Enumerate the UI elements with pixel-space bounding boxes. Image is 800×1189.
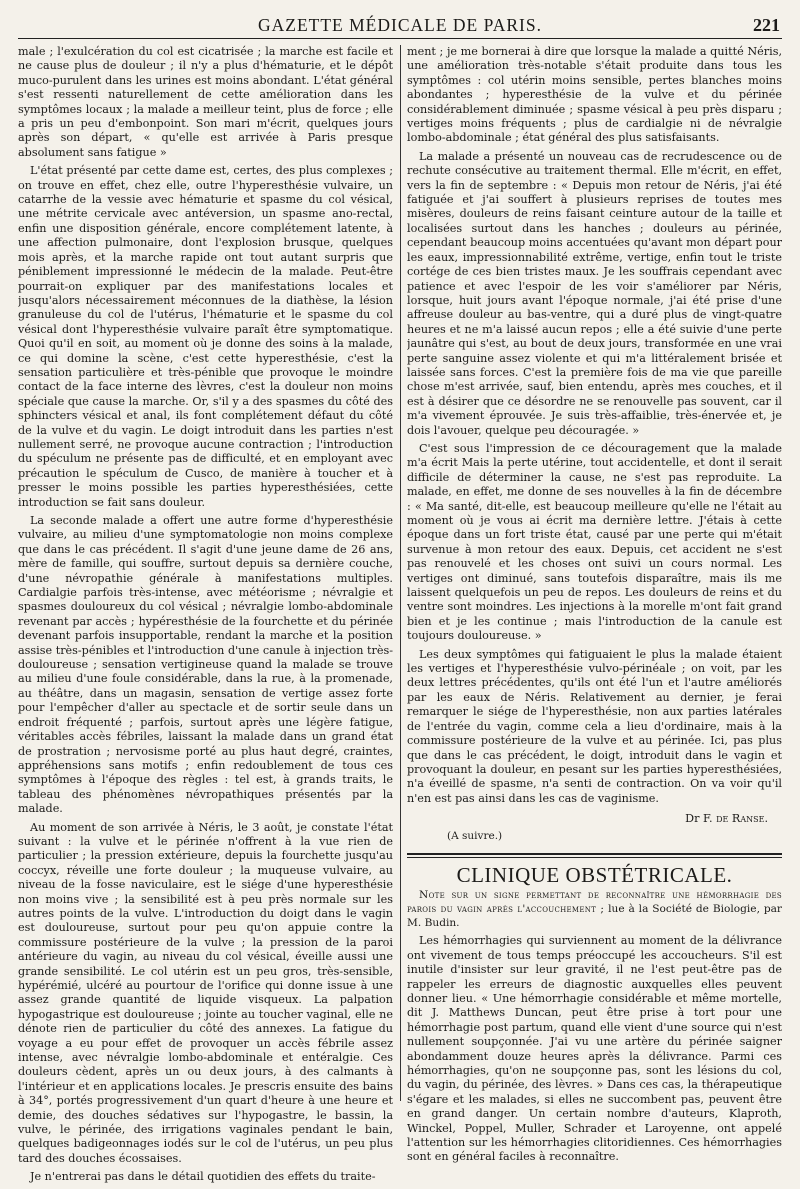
paragraph: Au moment de son arrivée à Néris, le 3 août, je constate l'état suivant : la vulve et le périnée n'offrent à la vue rien de particulier ; la pression extérieure, depuis la fourchette jusqu'au coccyx, réveille une forte douleur ; la muqueuse vulvaire, au niveau de la fosse naviculaire, est le siége d'une hyperesthésie non moins vive ; la sensibilité est à peu près normale sur les autres points de la vulve. L'introduction du doigt dans le vagin est douloureuse, surtout pour peu qu'on appuie contre la commissure postérieure de la vulve ; la pression de la paroi antérieure du vagin, au niveau du col vésical, éveille aussi une grande sensibilité. Le col utérin est un peu gros, très-sensible, hypérémié, ulcéré au pourtour de l'orifice qui donne issue à une assez grande quantité de liquide visqueux. La palpation hypogastrique est douloureuse ; jointe au toucher vaginal, elle ne dénote rien de particulier du côté des annexes. La fatigue du voyage a eu pour effet de provoquer un accès fébrile assez intense, avec névralgie lombo-abdominale et entéralgie. Ces douleurs cèdent, après un ou deux jours, à des calmants à l'intérieur et en applications locales. Je prescris ensuite des bains à 34°, portés progressivement d'un quart d'heure à une heure et demie, des douches sédatives sur l'hypogastre, le bassin, la vulve, le périnée, des irrigations vaginales pendant le bain, quelques badigeonnages iodés sur le col de l'utérus, un peu plus tard des douches écossaises. bbox=[18, 820, 393, 1165]
paragraph: Les hémorrhagies qui surviennent au moment de la délivrance ont vivement de tous temps préoccupé les accoucheurs. S'il est inutile d'insister sur leur gravité, il ne l'est peut-être pas de rappeler les erreurs de diagnostic auxquelles elles peuvent donner lieu. « Une hémorrhagie considérable et même mortelle, dit J. Matthews Duncan, peut être prise à tort pour une hémorrhagie post partum, quand elle vient d'une source qui n'est nullement soupçonnée. J'ai vu une artère du périnée saigner abondamment douze heures après la délivrance. Parmi ces hémorrhagies, qu'on ne soupçonne pas, sont les lésions du col, du vagin, du périnée, des lèvres. » Dans ces cas, la thérapeutique s'égare et les malades, si elles ne succombent pas, peuvent être en grand danger. Un certain nombre d'auteurs, Klaproth, Winckel, Poppel, Muller, Schrader et Laroyenne, ont appelé l'attention sur les hémorrhagies clitoridiennes. Ces hémorrhagies sont en général faciles à reconnaître. bbox=[407, 934, 782, 1164]
column-divider bbox=[400, 45, 401, 1101]
paragraph: Je n'entrerai pas dans le détail quotidien des effets du traite- bbox=[30, 1170, 376, 1184]
paragraph: Les deux symptômes qui fatiguaient le plus la malade étaient les vertiges et l'hyperesthésie vulvo-périnéale ; on voit, par les deux lettres précédentes, qu'ils ont été l'un et l'autre améliorés par les eaux de Néris. Relativement au dernier, je ferai remarquer le siége de l'hyperesthésie, non aux parties latérales de l'entrée du vagin, comme cela a lieu d'ordinaire, mais à la commissure postérieure de la vulve et au périnée. Ici, pas plus que dans le cas précédent, le doigt, introduit dans le vagin et provoquant la douleur, en pesant sur les parties hyperesthésiées, n'a éveillé de spasme, n'a senti de contraction. On va voir qu'il n'en est pas ainsi dans les cas de vaginisme. bbox=[407, 647, 782, 805]
page-header bbox=[18, 12, 782, 39]
article-subheading bbox=[407, 888, 782, 930]
signature-name: de Ranse. bbox=[716, 812, 768, 826]
right-column bbox=[407, 45, 782, 1189]
paragraph: C'est sous l'impression de ce découragement que la malade m'a écrit Mais la perte utérine, tout accidentelle, et dont il serait difficile de déterminer la cause, ne s'est pas reproduite. La malade, en effet, me donne de ses nouvelles à la fin de décembre : « Ma santé, dit-elle, est beaucoup meilleure qu'elle ne l'était au moment où je vous ai écrit ma dernière lettre. J'étais à cette époque dans un fort triste état, causé par une perte qui m'était survenue à mon retour des eaux. Depuis, cet accident ne s'est pas renouvelé et les choses ont suivi un cours normal. Les vertiges ont diminué, sans toutefois disparaître, mais ils me laissent quelquefois un peu de repos. Les douleurs de reins et du ventre sont moindres. Les injections à la morelle m'ont fait grand bien et je les continue ; mais l'introduction de la canule est toujours douloureuse. » bbox=[407, 441, 782, 643]
section-rule bbox=[407, 853, 782, 858]
paragraph: La malade a présenté un nouveau cas de recrudescence ou de rechute consécutive au traitement thermal. Elle m'écrit, en effet, vers la fin de septembre : « Depuis mon retour de Néris, j'ai été fatiguée et j'ai souffert à plusieurs reprises de toutes mes misères, douleurs de reins faisant ceinture autour de la taille et localisées surtout dans les hanches ; douleurs au périnée, cependant beaucoup moins accentuées qu'avant mon départ pour les eaux, impressionnabilité extrême, vertige, enfin tout le triste cortége de ces bien tristes maux. Je les souffrais cependant avec patience et avec l'espoir de les voir s'améliorer par Néris, lorsque, huit jours avant l'époque normale, j'ai été prise d'une affreuse douleur au bas-ventre, qui a duré plus de vingt-quatre heures et ne m'a laissé aucun repos ; elle a été suivie d'une perte jaunâtre qui s'est, au bout de deux jours, transformée en une vrai perte sanguine assez violente et qui m'a littéralement brisée et laissée sans forces. C'est la première fois de ma vie que pareille chose m'est arrivée, sauf, bien entendu, après mes couches, et il est à désirer que ce désordre ne se renouvelle pas souvent, car il m'a vivement éprouvée. Je suis très-affaiblie, très-énervée et, je dois l'avouer, quelque peu découragée. » bbox=[407, 149, 782, 437]
two-column-body bbox=[18, 45, 782, 1189]
signature-prefix: Dr F. bbox=[685, 812, 713, 826]
left-column bbox=[18, 45, 393, 1189]
note-heading: Note sur un signe permettant de reconnaître une hémorrhagie des parois du vagin après l'accouchement ; bbox=[407, 889, 782, 916]
author-signature bbox=[407, 812, 768, 826]
section-title: CLINIQUE OBSTÉTRICALE. bbox=[456, 862, 733, 887]
paragraph: L'état présenté par cette dame est, certes, des plus complexes ; on trouve en effet, chez elle, outre l'hyperesthésie vulvaire, un catarrhe de la vessie avec hématurie et spasme du col vésical, une métrite cervicale avec antéversion, un spasme ano-rectal, enfin une disposition générale, encore complétement latente, à une affection pulmonaire, dont l'explosion brusque, quelques mois après, et la marche rapide ont tout autant surpris que péniblement impressionné le médecin de la malade. Peut-être pourrait-on expliquer par des manifestations locales et jusqu'alors nécessairement méconnues de la diathèse, la lésion granuleuse du col de l'utérus, l'hématurie et le spasme du col vésical dont l'hyperesthésie vulvaire paraît être symptomatique. Quoi qu'il en soit, au moment où je donne des soins à la malade, ce qui domine la scène, c'est cette hyperesthésie, c'est la sensation particulière et très-pénible que provoque le moindre contact de la face interne des lèvres, c'est la douleur non moins spéciale que cause la marche. Or, s'il y a des spasmes du côté des sphincters vésical et anal, ils font complétement défaut du côté de la vulve et du vagin. Le doigt introduit dans les parties n'est nullement serré, ne provoque aucune contraction ; l'introduction du spéculum ne présente pas de difficulté, et en employant avec précaution le spéculum de Cusco, de manière à toucher et à presser le moins possible les parties hyperesthésiées, cette introduction se fait sans douleur. bbox=[18, 164, 393, 509]
page-number: 221 bbox=[753, 15, 780, 35]
note-tail: lue à la Société de Biologie, par M. Budin. bbox=[407, 903, 782, 930]
paragraph: La seconde malade a offert une autre forme d'hyperesthésie vulvaire, au milieu d'une symptomatologie non moins complexe que dans le cas précédent. Il s'agit d'une jeune dame de 26 ans, mère de famille, qui souffre, surtout depuis sa dernière couche, d'une névropathie générale à manifestations multiples. Cardialgie parfois très-intense, avec météorisme ; névralgie et spasmes douloureux du col vésical ; névralgie lombo-abdominale revenant par accès ; hypéresthésie de la fourchette et du périnée devenant parfois insupportable, rendant la marche et la position assise très-pénibles et l'introduction d'une canule à injection très-douloureuse ; sensation vertigineuse quand la malade se trouve au milieu d'une foule considérable, dans la rue, à la promenade, au théâtre, dans un magasin, sensation de vertige assez forte pour l'empêcher d'aller au spectacle et de sortir seule dans un endroit fréquenté ; parfois, surtout après une légère fatigue, véritables accès fébriles, laissant la malade dans un grand état de prostration ; nervosisme porté au plus haut degré, craintes, appréhensions sans motifs ; enfin redoublement de tous ces symptômes à l'époque des règles : tel est, à grands traits, le tableau des phénomènes névropathiques présentés par la malade. bbox=[18, 514, 393, 816]
paragraph: ment ; je me bornerai à dire que lorsque la malade a quitté Néris, une amélioration très-notable s'était produite dans tous les symptômes : col utérin moins sensible, pertes blanches moins abondantes ; hyperesthésie de la vulve et du périnée considérablement diminuée ; spasme vésical à peu près disparu ; vertiges moins fréquents ; plus de cardialgie ni de névralgie lombo-abdominale ; état général des plus satisfaisants. bbox=[407, 45, 782, 145]
paragraph: male ; l'exulcération du col est cicatrisée ; la marche est facile et ne cause plus de douleur ; il n'y a plus d'hématurie, et le dépôt muco-purulent dans les urines est moins abondant. L'état général s'est ressenti naturellement de cette amélioration dans les symptômes locaux ; la malade a meilleur teint, plus de force ; elle a pris un peu d'embonpoint. Son mari m'écrit, quelques jours après son départ, « qu'elle est arrivée à Paris presque absolument sans fatigue » bbox=[18, 45, 393, 159]
journal-title: GAZETTE MÉDICALE DE PARIS. bbox=[258, 15, 542, 35]
continuation-note: (A suivre.) bbox=[447, 829, 503, 842]
